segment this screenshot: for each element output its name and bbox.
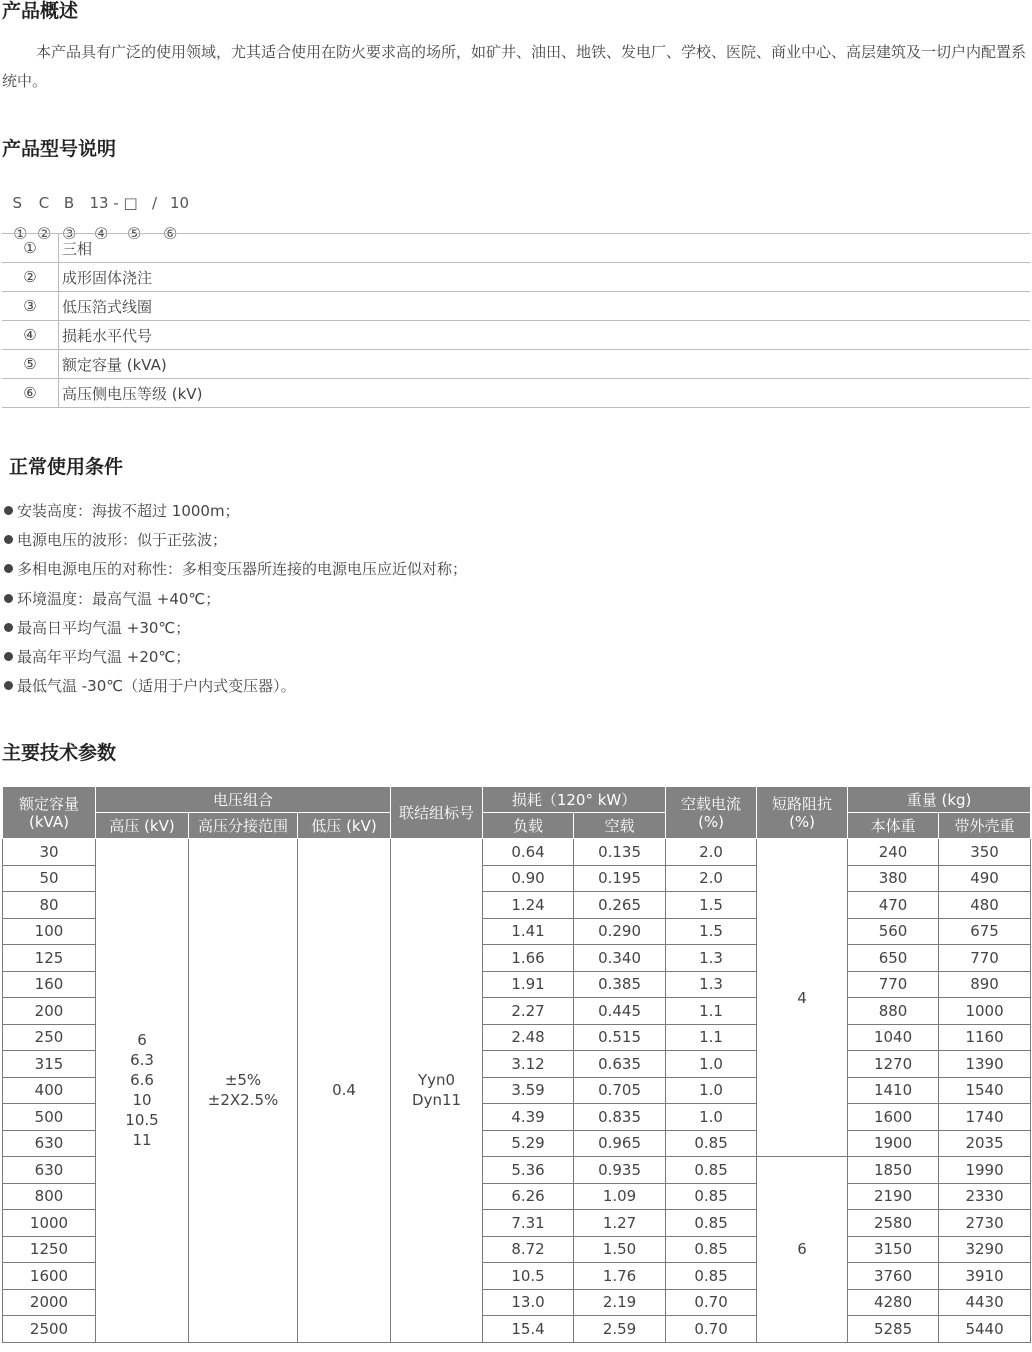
- load-cell: 6.26: [483, 1183, 574, 1210]
- load-cell: 3.59: [483, 1077, 574, 1104]
- body-weight-cell: 1900: [848, 1130, 939, 1157]
- noload-cell: 1.50: [574, 1236, 666, 1263]
- condition-text: 电源电压的波形：似于正弦波；: [17, 531, 228, 550]
- condition-text: 最高日平均气温 +30℃；: [17, 618, 191, 637]
- current-cell: 1.3: [666, 945, 757, 972]
- shell-weight-cell: 770: [939, 945, 1031, 972]
- current-cell: 0.85: [666, 1263, 757, 1290]
- noload-cell: 0.135: [574, 839, 666, 866]
- noload-cell: 0.835: [574, 1104, 666, 1131]
- load-cell: 3.12: [483, 1051, 574, 1078]
- conditions-list: [0, 497, 467, 701]
- current-cell: 0.85: [666, 1236, 757, 1263]
- capacity-cell: 800: [3, 1183, 96, 1210]
- legend-num: ⑥: [2, 379, 59, 408]
- legend-num: ②: [2, 263, 59, 292]
- bullet-icon: [4, 594, 13, 603]
- overview-heading: 产品概述: [2, 0, 79, 22]
- capacity-cell: 80: [3, 892, 96, 919]
- hv-cell-value: 10.5: [125, 1111, 159, 1130]
- load-cell: 2.27: [483, 998, 574, 1025]
- body-weight-cell: 3760: [848, 1263, 939, 1290]
- legend-row: [2, 263, 1030, 292]
- body-weight-cell: 1600: [848, 1104, 939, 1131]
- noload-cell: 0.195: [574, 865, 666, 892]
- load-cell: 5.36: [483, 1157, 574, 1184]
- noload-cell: 0.385: [574, 971, 666, 998]
- current-cell: 2.0: [666, 839, 757, 866]
- legend-row: [2, 350, 1030, 379]
- noload-cell: 2.19: [574, 1289, 666, 1316]
- shell-weight-cell: 1990: [939, 1157, 1031, 1184]
- hv-cell-value: 10: [132, 1091, 152, 1110]
- shell-weight-cell: 2035: [939, 1130, 1031, 1157]
- capacity-cell: 500: [3, 1104, 96, 1131]
- noload-cell: 0.935: [574, 1157, 666, 1184]
- load-cell: 4.39: [483, 1104, 574, 1131]
- body-weight-cell: 880: [848, 998, 939, 1025]
- col-current: 空载电流 (%): [666, 787, 757, 839]
- shell-weight-cell: 675: [939, 918, 1031, 945]
- legend-num: ③: [2, 292, 59, 321]
- body-weight-cell: 650: [848, 945, 939, 972]
- shell-weight-cell: 3290: [939, 1236, 1031, 1263]
- capacity-cell: 630: [3, 1130, 96, 1157]
- current-cell: 1.1: [666, 1024, 757, 1051]
- shell-weight-cell: 1160: [939, 1024, 1031, 1051]
- condition-item: [0, 614, 467, 643]
- conditions-heading: 正常使用条件: [9, 456, 124, 478]
- hv-cell-value: 11: [132, 1131, 152, 1150]
- legend-row: [2, 321, 1030, 350]
- load-cell: 2.48: [483, 1024, 574, 1051]
- shell-weight-cell: 4430: [939, 1289, 1031, 1316]
- capacity-cell: 250: [3, 1024, 96, 1051]
- body-weight-cell: 560: [848, 918, 939, 945]
- shell-weight-cell: 490: [939, 865, 1031, 892]
- shell-weight-cell: 2330: [939, 1183, 1031, 1210]
- legend-text: 高压侧电压等级 (kV): [59, 379, 1031, 408]
- body-weight-cell: 470: [848, 892, 939, 919]
- load-cell: 5.29: [483, 1130, 574, 1157]
- current-cell: 1.1: [666, 998, 757, 1025]
- capacity-cell: 1600: [3, 1263, 96, 1290]
- noload-cell: 0.340: [574, 945, 666, 972]
- model-code-part: 10: [170, 194, 190, 212]
- current-cell: 2.0: [666, 865, 757, 892]
- bullet-icon: [4, 681, 13, 690]
- current-cell: 0.85: [666, 1130, 757, 1157]
- body-weight-cell: 1040: [848, 1024, 939, 1051]
- capacity-cell: 125: [3, 945, 96, 972]
- load-cell: 1.24: [483, 892, 574, 919]
- marker: ③: [62, 224, 77, 243]
- noload-cell: 0.635: [574, 1051, 666, 1078]
- condition-text: 最低气温 -30℃（适用于户内式变压器）。: [17, 677, 296, 696]
- legend-text: 三相: [59, 234, 1031, 263]
- tap-cell-value: ±5%: [224, 1071, 262, 1090]
- col-loss: 损耗（120° kW）: [483, 787, 666, 813]
- shell-weight-cell: 1390: [939, 1051, 1031, 1078]
- lv-cell: 0.4: [298, 839, 391, 1343]
- condition-item: [0, 497, 467, 526]
- capacity-cell: 1250: [3, 1236, 96, 1263]
- bullet-icon: [4, 564, 13, 573]
- capacity-cell: 315: [3, 1051, 96, 1078]
- current-cell: 1.5: [666, 892, 757, 919]
- col-voltage-group: 电压组合: [96, 787, 391, 813]
- legend-num: ④: [2, 321, 59, 350]
- shell-weight-cell: 5440: [939, 1316, 1031, 1343]
- bullet-icon: [4, 623, 13, 632]
- noload-cell: 0.290: [574, 918, 666, 945]
- condition-text: 环境温度：最高气温 +40℃；: [17, 589, 221, 608]
- legend-text: 成形固体浇注: [59, 263, 1031, 292]
- capacity-cell: 2000: [3, 1289, 96, 1316]
- legend-num: ①: [2, 234, 59, 263]
- shell-weight-cell: 480: [939, 892, 1031, 919]
- bullet-icon: [4, 535, 13, 544]
- noload-cell: 0.705: [574, 1077, 666, 1104]
- col-noload: 空载: [574, 813, 666, 839]
- capacity-cell: 400: [3, 1077, 96, 1104]
- col-tap: 高压分接范围: [189, 813, 298, 839]
- tap-cell: [189, 839, 298, 1343]
- capacity-cell: 30: [3, 839, 96, 866]
- hv-cell-value: 6: [137, 1031, 147, 1050]
- shell-weight-cell: 350: [939, 839, 1031, 866]
- body-weight-cell: 770: [848, 971, 939, 998]
- col-vector: 联结组标号: [391, 787, 483, 839]
- condition-text: 安装高度：海拔不超过 1000m；: [17, 502, 240, 520]
- current-cell: 1.5: [666, 918, 757, 945]
- model-legend-table: [2, 233, 1030, 408]
- noload-cell: 0.965: [574, 1130, 666, 1157]
- bullet-icon: [4, 652, 13, 661]
- body-weight-cell: 1270: [848, 1051, 939, 1078]
- noload-cell: 0.265: [574, 892, 666, 919]
- body-weight-cell: 4280: [848, 1289, 939, 1316]
- marker: ⑥: [163, 224, 178, 243]
- current-cell: 1.0: [666, 1077, 757, 1104]
- capacity-cell: 2500: [3, 1316, 96, 1343]
- current-cell: 1.0: [666, 1104, 757, 1131]
- col-impedance: 短路阻抗 (%): [757, 787, 848, 839]
- noload-cell: 0.445: [574, 998, 666, 1025]
- model-code-part: 13 - □: [89, 194, 138, 212]
- marker: ①: [13, 224, 28, 243]
- legend-text: 低压箔式线圈: [59, 292, 1031, 321]
- capacity-cell: 50: [3, 865, 96, 892]
- load-cell: 15.4: [483, 1316, 574, 1343]
- legend-num: ⑤: [2, 350, 59, 379]
- model-code-part: S: [12, 194, 23, 212]
- capacity-cell: 160: [3, 971, 96, 998]
- body-weight-cell: 240: [848, 839, 939, 866]
- legend-row: [2, 234, 1030, 263]
- current-cell: 0.85: [666, 1157, 757, 1184]
- load-cell: 1.91: [483, 971, 574, 998]
- specs-heading: 主要技术参数: [2, 742, 117, 764]
- col-weight: 重量 (kg): [848, 787, 1031, 813]
- noload-cell: 1.76: [574, 1263, 666, 1290]
- bullet-icon: [4, 506, 13, 515]
- col-capacity: 额定容量 (kVA): [3, 787, 96, 839]
- col-load: 负载: [483, 813, 574, 839]
- tap-cell-value: ±2X2.5%: [207, 1091, 279, 1110]
- model-code-part: B: [63, 194, 75, 212]
- table-row: [3, 839, 1031, 866]
- marker: ④: [94, 224, 109, 243]
- condition-item: [0, 672, 467, 701]
- legend-text: 损耗水平代号: [59, 321, 1031, 350]
- capacity-cell: 100: [3, 918, 96, 945]
- vector-cell-value: Dyn11: [412, 1091, 462, 1110]
- capacity-cell: 630: [3, 1157, 96, 1184]
- body-weight-cell: 2580: [848, 1210, 939, 1237]
- load-cell: 7.31: [483, 1210, 574, 1237]
- condition-text: 最高年平均气温 +20℃；: [17, 648, 191, 667]
- condition-item: [0, 585, 467, 614]
- current-cell: 0.85: [666, 1183, 757, 1210]
- spec-table: [2, 786, 1031, 1343]
- load-cell: 1.41: [483, 918, 574, 945]
- current-cell: 1.3: [666, 971, 757, 998]
- body-weight-cell: 3150: [848, 1236, 939, 1263]
- current-cell: 1.0: [666, 1051, 757, 1078]
- noload-cell: 1.27: [574, 1210, 666, 1237]
- hv-cell-value: 6.6: [130, 1071, 154, 1090]
- model-heading: 产品型号说明: [2, 138, 117, 160]
- body-weight-cell: 1850: [848, 1157, 939, 1184]
- capacity-cell: 200: [3, 998, 96, 1025]
- overview-text: 本产品具有广泛的使用领域，尤其适合使用在防火要求高的场所，如矿井、油田、地铁、发电厂、学校、医院、商业中心、高层建筑及一切户内配置系统中。: [2, 43, 1027, 90]
- shell-weight-cell: 1540: [939, 1077, 1031, 1104]
- load-cell: 8.72: [483, 1236, 574, 1263]
- body-weight-cell: 1410: [848, 1077, 939, 1104]
- col-shell: 带外壳重: [939, 813, 1031, 839]
- hv-cell-value: 6.3: [130, 1051, 154, 1070]
- load-cell: 1.66: [483, 945, 574, 972]
- marker: ②: [37, 224, 52, 243]
- col-lv: 低压 (kV): [298, 813, 391, 839]
- load-cell: 13.0: [483, 1289, 574, 1316]
- current-cell: 0.70: [666, 1316, 757, 1343]
- body-weight-cell: 380: [848, 865, 939, 892]
- legend-row: [2, 379, 1030, 408]
- shell-weight-cell: 1740: [939, 1104, 1031, 1131]
- noload-cell: 2.59: [574, 1316, 666, 1343]
- model-code-part: /: [152, 194, 158, 212]
- current-cell: 0.85: [666, 1210, 757, 1237]
- shell-weight-cell: 2730: [939, 1210, 1031, 1237]
- body-weight-cell: 2190: [848, 1183, 939, 1210]
- impedance-cell: 6: [757, 1157, 848, 1343]
- load-cell: 0.64: [483, 839, 574, 866]
- body-weight-cell: 5285: [848, 1316, 939, 1343]
- col-hv: 高压 (kV): [96, 813, 189, 839]
- marker: ⑤: [127, 224, 142, 243]
- model-code-part: C: [38, 194, 50, 212]
- capacity-cell: 1000: [3, 1210, 96, 1237]
- current-cell: 0.70: [666, 1289, 757, 1316]
- shell-weight-cell: 1000: [939, 998, 1031, 1025]
- legend-row: [2, 292, 1030, 321]
- condition-item: [0, 643, 467, 672]
- noload-cell: 0.515: [574, 1024, 666, 1051]
- shell-weight-cell: 3910: [939, 1263, 1031, 1290]
- impedance-cell: 4: [757, 839, 848, 1157]
- condition-item: [0, 526, 467, 555]
- load-cell: 10.5: [483, 1263, 574, 1290]
- legend-text: 额定容量 (kVA): [59, 350, 1031, 379]
- shell-weight-cell: 890: [939, 971, 1031, 998]
- hv-cell: [96, 839, 189, 1343]
- vector-cell: [391, 839, 483, 1343]
- condition-item: [0, 555, 467, 584]
- col-body: 本体重: [848, 813, 939, 839]
- noload-cell: 1.09: [574, 1183, 666, 1210]
- condition-text: 多相电源电压的对称性：多相变压器所连接的电源电压应近似对称；: [17, 560, 468, 579]
- load-cell: 0.90: [483, 865, 574, 892]
- vector-cell-value: Yyn0: [417, 1071, 456, 1090]
